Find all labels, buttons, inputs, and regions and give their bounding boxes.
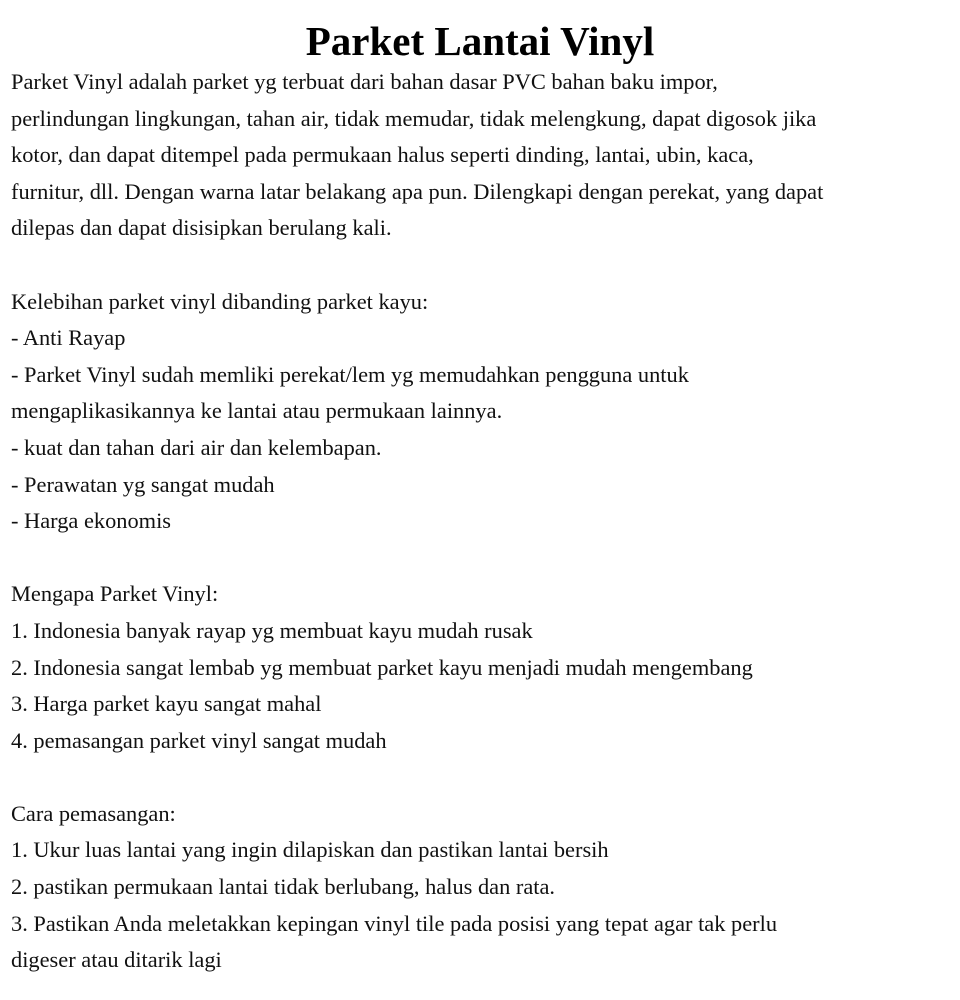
intro-line: perlindungan lingkungan, tahan air, tidak memudar, tidak melengkung, dapat digosok jika bbox=[11, 105, 817, 131]
intro-line: Parket Vinyl adalah parket yg terbuat dari bahan dasar PVC bahan baku impor, bbox=[11, 69, 718, 94]
advantage-item: - Perawatan yg sangat mudah bbox=[11, 471, 275, 497]
intro-paragraph bbox=[11, 64, 949, 247]
spacer bbox=[11, 540, 949, 577]
page-title: Parket Lantai Vinyl bbox=[305, 18, 655, 64]
installation-heading: Cara pemasangan: bbox=[11, 800, 176, 826]
spacer bbox=[11, 247, 949, 284]
installation-step: 1. Ukur luas lantai yang ingin dilapiskan dan pastikan lantai bersih bbox=[11, 837, 609, 863]
why-item: 3. Harga parket kayu sangat mahal bbox=[11, 691, 322, 717]
installation-step: 3. Pastikan Anda meletakkan kepingan vinyl tile pada posisi yang tepat agar tak perlu bbox=[11, 910, 778, 936]
advantage-item: mengaplikasikannya ke lantai atau permukaan lainnya. bbox=[11, 398, 503, 424]
advantage-item: - kuat dan tahan dari air dan kelembapan. bbox=[11, 434, 382, 460]
why-item: 2. Indonesia sangat lembab yg membuat parket kayu menjadi mudah mengembang bbox=[11, 654, 753, 680]
intro-line: furnitur, dll. Dengan warna latar belakang apa pun. Dilengkapi dengan perekat, yang dapat bbox=[11, 178, 824, 204]
intro-line: kotor, dan dapat ditempel pada permukaan halus seperti dinding, lantai, ubin, kaca, bbox=[11, 142, 754, 168]
advantage-item: - Anti Rayap bbox=[11, 325, 126, 351]
why-heading: Mengapa Parket Vinyl: bbox=[11, 581, 219, 607]
installation-section bbox=[11, 796, 949, 979]
intro-line: dilepas dan dapat disisipkan berulang kali. bbox=[11, 215, 392, 241]
advantages-heading: Kelebihan parket vinyl dibanding parket kayu: bbox=[11, 288, 429, 314]
advantages-section bbox=[11, 284, 949, 540]
why-section bbox=[11, 576, 949, 759]
advantage-item: - Harga ekonomis bbox=[11, 508, 172, 534]
installation-step: digeser atau ditarik lagi bbox=[11, 947, 222, 973]
why-item: 4. pemasangan parket vinyl sangat mudah bbox=[11, 727, 387, 753]
installation-step: 2. pastikan permukaan lantai tidak berlubang, halus dan rata. bbox=[11, 874, 556, 900]
advantage-item: - Parket Vinyl sudah memliki perekat/lem yg memudahkan pengguna untuk bbox=[11, 361, 689, 387]
spacer bbox=[11, 759, 949, 796]
why-item: 1. Indonesia banyak rayap yg membuat kayu mudah rusak bbox=[11, 617, 533, 643]
